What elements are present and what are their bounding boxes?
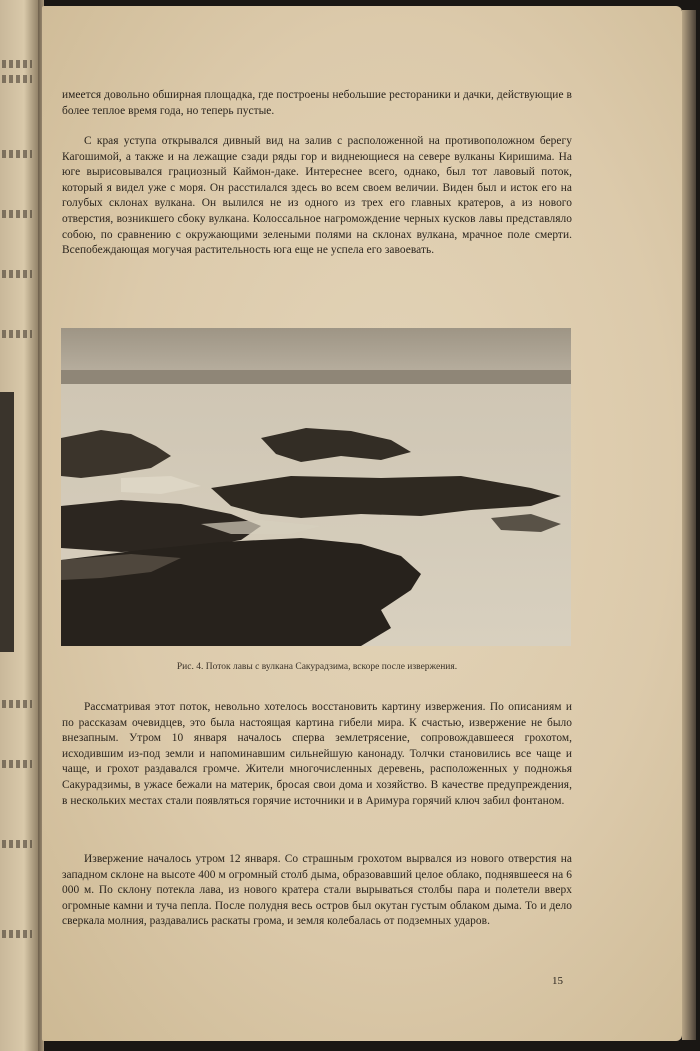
page-edge-shadow [682, 10, 696, 1040]
paragraph-continuation: имеется довольно обширная площадка, где построены небольшие рестораники и дачки, действующие в более теплое время года, но теперь пустые. [62, 89, 572, 117]
left-page-text-fragment [2, 840, 32, 848]
left-page-text-fragment [2, 60, 32, 68]
left-page-text-fragment [2, 150, 32, 158]
left-page-text-fragment [2, 760, 32, 768]
left-page-text-fragment [2, 210, 32, 218]
lava-flow-photo-icon [61, 328, 571, 646]
page-number: 15 [552, 975, 563, 987]
left-page-photo-edge [0, 392, 14, 652]
lava-flow-photograph [61, 328, 571, 646]
paragraph-eruption-account: Извержение началось утром 12 января. Со страшным грохотом вырвался из нового отверстия на западном склоне на высоте 400 м огромный столб дыма, образовавший целое облако, поднявшееся на 6 000 м. По склону потекла лава, из нового кратера стали вырываться столбы пара и полетели вверх огромные камни и туча пепла. После полудня весь остров был окутан густым облаком дыма. То и дело сверкала молния, раздавались раскаты грома, и земля колебалась от подземных ударов. [62, 853, 572, 928]
left-page-text-fragment [2, 270, 32, 278]
figure-caption: Рис. 4. Поток лавы с вулкана Сакурадзима, вскоре после извержения. [176, 662, 458, 672]
left-page-edge [0, 0, 40, 1051]
paragraph-eruption-reconstruction: Рассматривая этот поток, невольно хотелось восстановить картину извержения. По описаниям и по рассказам очевидцев, это была настоящая картина гибели мира. К счастью, извержение не было внезапным. Утром 10 января началось сперва землетрясение, сопровождавшееся грохотом, исходившим из-под земли и напоминавшим сильнейшую канонаду. Толчки становились все чаще и чаще, и грохот раздавался громче. Жители многочисленных деревень, расположенных у подножья Сакурадзимы, в ужасе бежали на материк, бросая свои дома и хозяйство. В качестве предупреждения, в нескольких местах стали появляться горячие источники и в Аримура горячий ключ забил фонтаном. [62, 701, 572, 807]
left-page-text-fragment [2, 700, 32, 708]
paragraph-view-description: С края уступа открывался дивный вид на залив с расположенной на противоположном берегу Кагошимой, а также и на лежащие сзади ряды гор и виднеющиеся на севере вулканы Киришима. На юге вырисовывался грациозный Каймон-даке. Интереснее всего, однако, был тот лавовый поток, который я видел уже с моря. Он расстилался здесь во всем своем величии. Виден был и исток его на голубых склонах вулкана. Он вылился не из одного из трех его главных кратеров, а из нового отверстия, возникшего сбоку вулкана. Колоссальное нагромождение черных кусков лавы представляло собою, по сравнению с окружающими зелеными полями на склонах вулкана, мрачное поле смерти. Всепобеждающая могучая растительность юга еще не успела его завоевать. [62, 135, 572, 257]
left-page-text-fragment [2, 930, 32, 938]
left-page-text-fragment [2, 330, 32, 338]
left-page-text-fragment [2, 75, 32, 83]
